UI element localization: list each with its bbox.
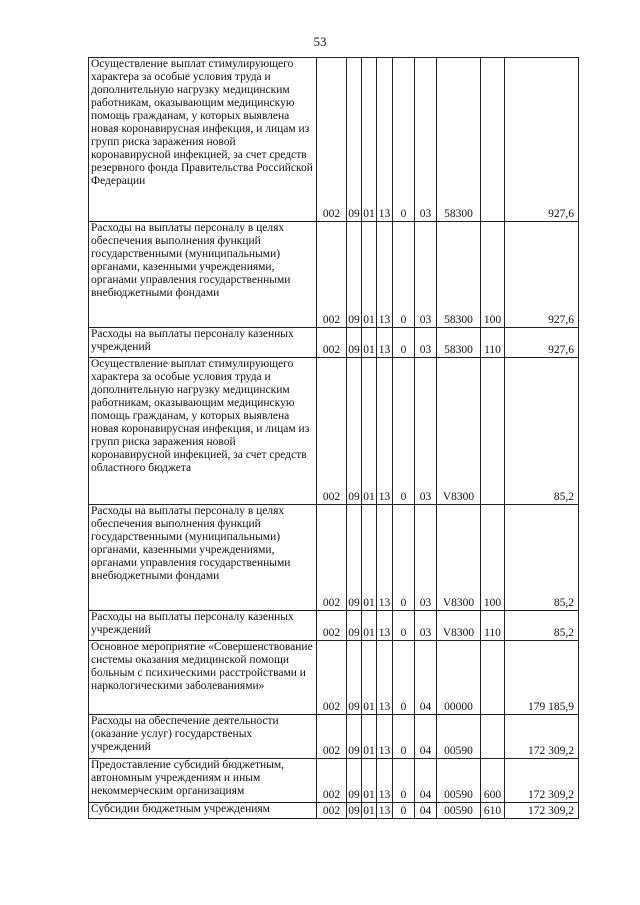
row-name: Осуществление выплат стимулирующего характера за особые условия труда и дополнительную нагрузку медицинским работникам, оказывающим медицинскую помощь гражданам, у которых выявлена новая коронавирусная инфекция, и лицам из групп риска заражения новой коронавирусной инфекцией, за счет средств резервного фонда Правительства Российской Федерации	[89, 58, 317, 222]
row-name: Расходы на выплаты персоналу в целях обеспечения выполнения функций государственными (муниципальными) органами, казенными учреждениями, органами управления государственными внебюджетными фондами	[89, 222, 317, 328]
program-code: 13	[377, 222, 393, 328]
direction-code: 00590	[437, 803, 481, 819]
section-code: 09	[347, 505, 362, 611]
page-number: 53	[313, 34, 327, 49]
row-name: Основное мероприятие «Совершенствование системы оказания медицинской помощи больным с психическими расстройствами и наркологическими заболеваниями»	[89, 641, 317, 715]
subprogram-code: 0	[393, 505, 415, 611]
program-code: 13	[377, 803, 393, 819]
expense-type-code: 100	[481, 505, 505, 611]
program-code: 13	[377, 505, 393, 611]
table-row	[89, 328, 579, 358]
subsection-code: 01	[362, 222, 377, 328]
row-name: Осуществление выплат стимулирующего характера за особые условия труда и дополнительную нагрузку медицинским работникам, оказывающим медицинскую помощь гражданам, у которых выявлена новая коронавирусная инфекция, и лицам из групп риска заражения новой коронавирусной инфекцией, за счет средств областного бюджета	[89, 358, 317, 505]
table-row	[89, 611, 579, 641]
subprogram-code: 0	[393, 759, 415, 803]
row-name: Расходы на выплаты персоналу казенных учреждений	[89, 328, 317, 358]
program-code: 13	[377, 611, 393, 641]
event-code: 04	[415, 803, 437, 819]
table-row	[89, 715, 579, 759]
subprogram-code: 0	[393, 803, 415, 819]
row-name: Расходы на обеспечение деятельности (оказание услуг) государственых учреждений	[89, 715, 317, 759]
section-code: 09	[347, 611, 362, 641]
section-code: 09	[347, 715, 362, 759]
program-code: 13	[377, 58, 393, 222]
ved-code: 002	[317, 505, 347, 611]
table-row	[89, 58, 579, 222]
subprogram-code: 0	[393, 58, 415, 222]
amount: 172 309,2	[505, 715, 579, 759]
subsection-code: 01	[362, 611, 377, 641]
table-row	[89, 358, 579, 505]
subprogram-code: 0	[393, 222, 415, 328]
program-code: 13	[377, 715, 393, 759]
event-code: 03	[415, 222, 437, 328]
table-row	[89, 803, 579, 819]
expense-type-code: 610	[481, 803, 505, 819]
expense-type-code	[481, 58, 505, 222]
row-name: Предоставление субсидий бюджетным, автономным учреждениям и иным некоммерческим организациям	[89, 759, 317, 803]
subprogram-code: 0	[393, 328, 415, 358]
program-code: 13	[377, 358, 393, 505]
subprogram-code: 0	[393, 611, 415, 641]
event-code: 03	[415, 611, 437, 641]
subsection-code: 01	[362, 505, 377, 611]
event-code: 03	[415, 505, 437, 611]
direction-code: 58300	[437, 58, 481, 222]
amount: 85,2	[505, 611, 579, 641]
ved-code: 002	[317, 611, 347, 641]
event-code: 03	[415, 58, 437, 222]
program-code: 13	[377, 328, 393, 358]
subprogram-code: 0	[393, 715, 415, 759]
program-code: 13	[377, 641, 393, 715]
direction-code: 58300	[437, 328, 481, 358]
expense-type-code: 110	[481, 328, 505, 358]
subsection-code: 01	[362, 58, 377, 222]
event-code: 03	[415, 358, 437, 505]
row-name: Субсидии бюджетным учреждениям	[89, 803, 317, 819]
section-code: 09	[347, 803, 362, 819]
section-code: 09	[347, 358, 362, 505]
subsection-code: 01	[362, 641, 377, 715]
expense-type-code	[481, 715, 505, 759]
ved-code: 002	[317, 759, 347, 803]
direction-code: 00590	[437, 759, 481, 803]
direction-code: V8300	[437, 611, 481, 641]
expense-type-code	[481, 358, 505, 505]
subsection-code: 01	[362, 358, 377, 505]
section-code: 09	[347, 759, 362, 803]
row-name: Расходы на выплаты персоналу в целях обеспечения выполнения функций государственными (муниципальными) органами, казенными учреждениями, органами управления государственными внебюджетными фондами	[89, 505, 317, 611]
event-code: 04	[415, 641, 437, 715]
subsection-code: 01	[362, 715, 377, 759]
event-code: 03	[415, 328, 437, 358]
direction-code: 58300	[437, 222, 481, 328]
amount: 172 309,2	[505, 803, 579, 819]
amount: 85,2	[505, 505, 579, 611]
section-code: 09	[347, 641, 362, 715]
section-code: 09	[347, 58, 362, 222]
expense-type-code	[481, 641, 505, 715]
budget-table	[88, 57, 579, 819]
table-row	[89, 641, 579, 715]
amount: 927,6	[505, 58, 579, 222]
direction-code: 00590	[437, 715, 481, 759]
ved-code: 002	[317, 222, 347, 328]
ved-code: 002	[317, 715, 347, 759]
amount: 927,6	[505, 328, 579, 358]
event-code: 04	[415, 715, 437, 759]
direction-code: V8300	[437, 358, 481, 505]
amount: 172 309,2	[505, 759, 579, 803]
table-row	[89, 505, 579, 611]
amount: 85,2	[505, 358, 579, 505]
subprogram-code: 0	[393, 358, 415, 505]
ved-code: 002	[317, 358, 347, 505]
subsection-code: 01	[362, 759, 377, 803]
table-row	[89, 759, 579, 803]
ved-code: 002	[317, 803, 347, 819]
expense-type-code: 600	[481, 759, 505, 803]
expense-type-code: 100	[481, 222, 505, 328]
ved-code: 002	[317, 328, 347, 358]
event-code: 04	[415, 759, 437, 803]
direction-code: V8300	[437, 505, 481, 611]
row-name: Расходы на выплаты персоналу казенных учреждений	[89, 611, 317, 641]
ved-code: 002	[317, 58, 347, 222]
direction-code: 00000	[437, 641, 481, 715]
ved-code: 002	[317, 641, 347, 715]
amount: 927,6	[505, 222, 579, 328]
subsection-code: 01	[362, 328, 377, 358]
section-code: 09	[347, 328, 362, 358]
subprogram-code: 0	[393, 641, 415, 715]
table-row	[89, 222, 579, 328]
subsection-code: 01	[362, 803, 377, 819]
amount: 179 185,9	[505, 641, 579, 715]
expense-type-code: 110	[481, 611, 505, 641]
program-code: 13	[377, 759, 393, 803]
section-code: 09	[347, 222, 362, 328]
